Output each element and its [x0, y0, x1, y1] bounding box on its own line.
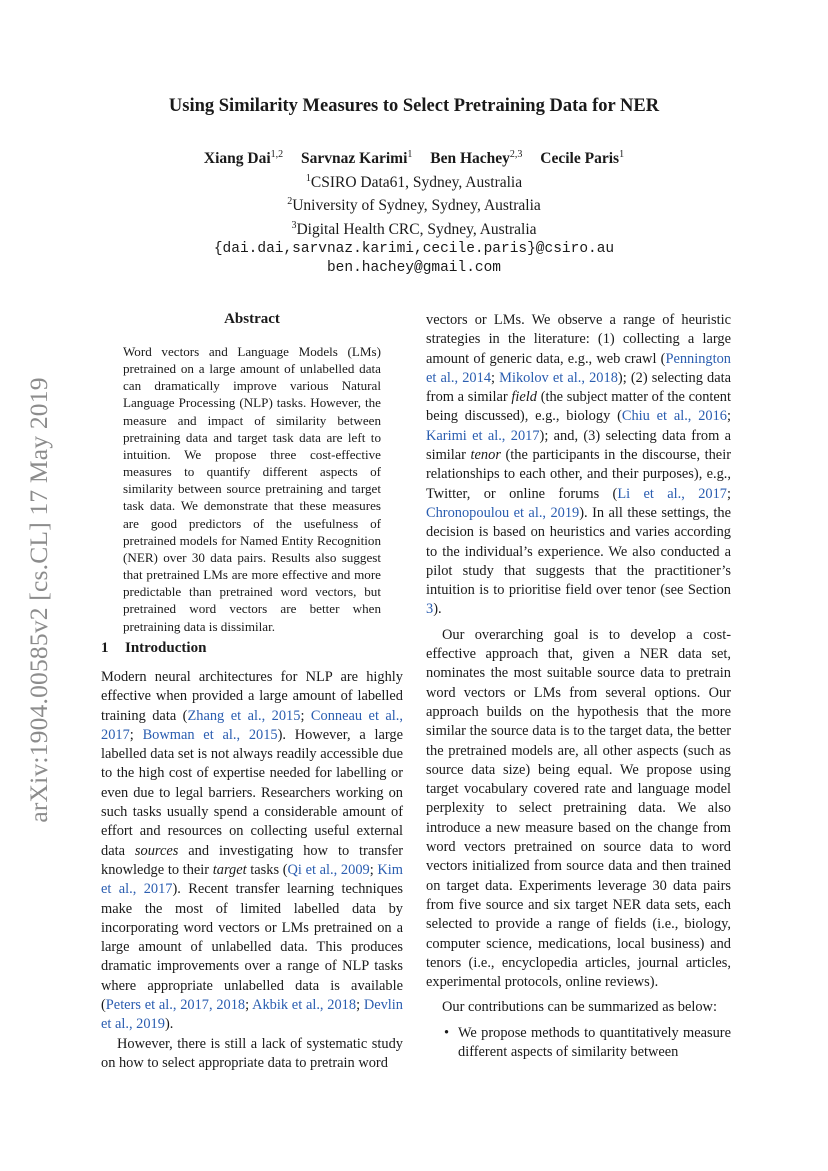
paper-title: Using Similarity Measures to Select Pretraining Data for NER	[168, 96, 660, 116]
section-title: Introduction	[125, 640, 207, 656]
affiliation: $^1$CSIRO Data61, Sydney, Australia	[305, 172, 523, 191]
text-run: ).	[433, 601, 442, 618]
author: Xiang Dai$^{1,2}$	[203, 149, 284, 168]
citation-link[interactable]: Karimi et al., 2017	[426, 427, 540, 444]
arxiv-identifier: arXiv:1904.00585v2 [cs.CL] 17 May 2019	[24, 377, 53, 823]
citation-link[interactable]: Chiu et al., 2016	[621, 408, 727, 425]
affiliation: $^2$University of Sydney, Sydney, Australia	[287, 196, 541, 215]
author: Sarvnaz Karimi$^1$	[301, 149, 413, 168]
text-run: However, there is still a lack of systematic study on how to select appropriate data to pretrain word	[101, 1035, 403, 1071]
text-run: ). In all these settings, the decision is based on heuristics and varies according to the individual’s experience. We also conducted a pilot study that suggests that the practitioner’s intuition is to prioritise field over tenor (see Section	[426, 504, 731, 599]
author: Ben Hachey$^{2,3}$	[430, 149, 523, 168]
affiliation: $^3$Digital Health CRC, Sydney, Australia	[291, 219, 537, 239]
citation-link[interactable]: Conneau et al., 2017	[101, 707, 403, 743]
citation-link[interactable]: Li et al., 2017	[617, 485, 727, 502]
author-names	[0, 145, 828, 169]
citation-link[interactable]: Kim et al., 2017	[101, 861, 403, 898]
text-run: vectors or LMs. We observe a range of heuristic strategies in the literature: (1) collecting a large amount of generic data, e.g., web crawl (	[426, 312, 731, 367]
citation-link[interactable]: Chronopoulou et al., 2019	[426, 504, 580, 521]
text-run: ); (2) selecting data from a similar	[426, 369, 731, 406]
text-run: ;	[727, 408, 731, 425]
text-run: ); and, (3) selecting data from a similar	[426, 427, 731, 464]
email-line: {dai.dai,sarvnaz.karimi,cecile.paris}@csiro.au	[213, 240, 615, 257]
author: Cecile Paris$^1$	[540, 149, 625, 168]
left-column	[101, 668, 403, 1073]
citation-link[interactable]: Bowman et al., 2015	[142, 726, 278, 743]
abstract-heading: Abstract	[224, 311, 280, 327]
text-run: ;	[727, 485, 731, 502]
bullet-icon: •	[444, 1024, 450, 1041]
citation-link[interactable]: Akbik et al., 2018	[252, 997, 357, 1014]
section-heading	[101, 640, 206, 657]
list-item: • We propose methods to quantitatively measure different aspects of similarity between	[444, 1024, 731, 1060]
citation-link[interactable]: Pennington et al., 2014	[426, 350, 731, 386]
text-run: ;	[491, 369, 500, 386]
citation-link[interactable]: Mikolov et al., 2018	[499, 369, 618, 386]
paragraph: Our overarching goal is to develop a cost-effective approach that, given a NER data set, nominates the most suitable source data to pretrain word vectors or LMs from several options. Our approach builds on the hypothesis that the more similar the source data is to the target data, the better the pretrained models are, all other aspects (such as source data size) being equal. We propose using target vocabulary covered rate and language model perplexity to select pretraining data. We also introduce a new measure based on the change from word vectors pretrained on source data to word vectors initialized from source data and then trained on target data. Experiments leverage 30 data pairs from five source and six target NER data sets, each selected to provide a range of fields (i.e., biology, computer science, medications, local business) and tenors (i.e., encyclopedia articles, journal articles, experimental protocols, online reviews).	[426, 626, 731, 991]
email-line: ben.hachey@gmail.com	[326, 260, 502, 277]
abstract-body: Word vectors and Language Models (LMs) pretrained on a large amount of unlabelled data can dramatically improve various Natural Language Processing (NLP) tasks. However, the measure and impact of similarity between pretraining data and target task data are left to intuition. We propose three cost-effective measures to quantify different aspects of similarity between source pretraining and target task data. We demonstrate that these measures are good predictors of the usefulness of pretrained models for Named Entity Recognition (NER) over 30 data pairs. Results also suggest that pretrained LMs are more effective and more predictable than pretrained word vectors, but pretrained word vectors are better when pretraining data is dissimilar.	[123, 344, 381, 634]
author-block	[0, 145, 828, 279]
citation-link[interactable]: Devlin et al., 2019	[101, 997, 403, 1033]
text-run: field	[511, 389, 537, 406]
paragraph-continued	[426, 311, 731, 620]
citation-link[interactable]: Qi et al., 2009	[287, 861, 370, 878]
section-number: 1	[101, 640, 109, 656]
right-column	[426, 311, 731, 1062]
paragraph	[101, 1035, 403, 1074]
text-run: (the subject matter of the content being discussed), e.g., biology (	[426, 389, 731, 425]
text-run: (the participants in the discourse, their relationships to each other, and their purposes), e.g., Twitter, or online forums (	[426, 447, 731, 502]
citation-link[interactable]: 3	[426, 601, 434, 618]
citation-link[interactable]: Zhang et al., 2015	[187, 707, 301, 724]
text-run: tenor	[470, 447, 501, 464]
contribution-list	[426, 1024, 731, 1063]
paragraph: Our contributions can be summarized as below:	[442, 999, 717, 1016]
paragraph: Modern neural architectures for NLP are highly effective when provided a large amount of labelled training data (Zhang et al., 2015; Conneau et al., 2017; Bowman et al., 2015). However, a large labelled data set is not always readily accessible due to the high cost of expertise needed for labelling or even due to legal barriers. Researchers working on such tasks usually spend a considerable amount of effort and resources on collecting useful external data sources and investigating how to transfer knowledge to their target tasks (Qi et al., 2009; Kim et al., 2017). Recent transfer learning techniques make the most of limited labelled data by incorporating word vectors or LMs pretrained on a large amount of unlabelled data. This produces dramatic improvements over a range of NLP tasks where appropriate unlabelled data is available (Peters et al., 2017, 2018; Akbik et al., 2018; Devlin et al., 2019).	[101, 669, 404, 1033]
citation-link[interactable]: Peters et al., 2017, 2018	[105, 997, 246, 1014]
